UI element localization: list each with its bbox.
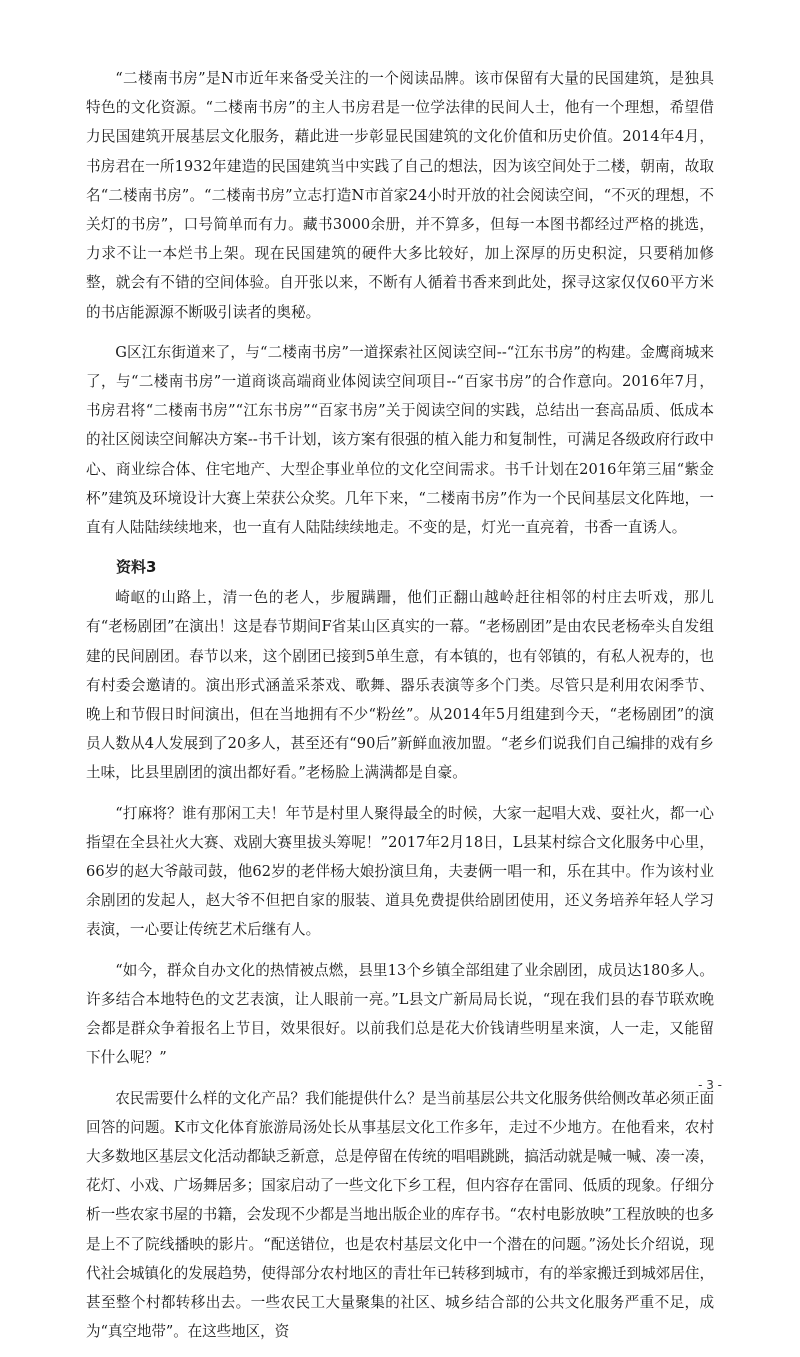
paragraph: 农民需要什么样的文化产品？我们能提供什么？是当前基层公共文化服务供给侧改革必须正面回答的问题。K市文化体育旅游局汤处长从事基层文化工作多年，走过不少地方。在他看来，农村大多数地区基层文化活动都缺乏新意，总是停留在传统的唱唱跳跳，搞活动就是喊一喊、凑一凑，花灯、小戏、广场舞居多；国家启动了一些文化下乡工程，但内容存在雷同、低质的现象。仔细分析一些农家书屋的书籍，会发现不少都是当地出版企业的库存书。“农村电影放映”工程放映的也多是上不了院线播映的影片。“配送错位，也是农村基层文化中一个潜在的问题。”汤处长介绍说，现代社会城镇化的发展趋势，使得部分农村地区的青壮年已转移到城市，有的举家搬迁到城郊居住，甚至整个村都转移出去。一些农民工大量聚集的社区、城乡结合部的公共文化服务严重不足，成为“真空地带”。在这些地区，资 [86,1089,714,1341]
document-page [86,64,714,1357]
page-number: - 3 - [698,1078,722,1092]
paragraph: “如今，群众自办文化的热情被点燃，县里13个乡镇全部组建了业余剧团，成员达180多人。许多结合本地特色的文艺表演，让人眼前一亮。”L县文广新局局长说，“现在我们县的春节联欢晚会都是群众争着报名上节目，效果很好。以前我们总是花大价钱请些明星来演，人一走，又能留下什么呢？” [86,961,714,1067]
paragraph: G区江东街道来了，与“二楼南书房”一道探索社区阅读空间--“江东书房”的构建。金鹰商城来了，与“二楼南书房”一道商谈高端商业体阅读空间项目--“百家书房”的合作意向。2016年7月，书房君将“二楼南书房”“江东书房”“百家书房”关于阅读空间的实践，总结出一套高品质、低成本的社区阅读空间解决方案--书千计划，该方案有很强的植入能力和复制性，可满足各级政府行政中心、商业综合体、住宅地产、大型企事业单位的文化空间需求。书千计划在2016年第三届“紫金杯”建筑及环境设计大赛上荣获公众奖。几年下来，“二楼南书房”作为一个民间基层文化阵地，一直有人陆陆续续地来，也一直有人陆陆续续地走。不变的是，灯光一直亮着，书香一直诱人。 [86,343,714,537]
section-heading: 资料3 [116,558,157,577]
paragraph: 崎岖的山路上，清一色的老人，步履蹒跚，他们正翻山越岭赶往相邻的村庄去听戏，那儿有“老杨剧团”在演出！这是春节期间F省某山区真实的一幕。“老杨剧团”是由农民老杨牵头自发组建的民间剧团。春节以来，这个剧团已接到5单生意，有本镇的，也有邻镇的，有私人祝寿的，也有村委会邀请的。演出形式涵盖采茶戏、歌舞、器乐表演等多个门类。尽管只是利用农闲季节、晚上和节假日时间演出，但在当地拥有不少“粉丝”。从2014年5月组建到今天，“老杨剧团”的演员人数从4人发展到了20多人，甚至还有“90后”新鲜血液加盟。“老乡们说我们自己编排的戏有乡土味，比县里剧团的演出都好看。”老杨脸上满满都是自豪。 [86,589,714,782]
paragraph: “二楼南书房”是N市近年来备受关注的一个阅读品牌。该市保留有大量的民国建筑，是独具特色的文化资源。“二楼南书房”的主人书房君是一位学法律的民间人士，他有一个理想，希望借力民国建筑开展基层文化服务，藉此进一步彰显民国建筑的文化价值和历史价值。2014年4月，书房君在一所1932年建造的民国建筑当中实践了自己的想法，因为该空间处于二楼，朝南，故取名“二楼南书房”。“二楼南书房”立志打造N市首家24小时开放的社会阅读空间，“不灭的理想，不关灯的书房”，口号简单而有力。藏书3000余册，并不算多，但每一本图书都经过严格的挑选，力求不让一本烂书上架。现在民国建筑的硬件大多比较好，加上深厚的历史积淀，只要稍加修整，就会有不错的空间体验。自开张以来，不断有人循着书香来到此处，探寻这家仅仅60平方米的书店能源源不断吸引读者的奥秘。 [86,70,714,321]
paragraph: “打麻将？谁有那闲工夫！年节是村里人聚得最全的时候，大家一起唱大戏、耍社火，都一心指望在全县社火大赛、戏剧大赛里拔头筹呢！”2017年2月18日，L县某村综合文化服务中心里，66岁的赵大爷敲司鼓，他62岁的老伴杨大娘扮演旦角，夫妻俩一唱一和，乐在其中。作为该村业余剧团的发起人，赵大爷不但把自家的服装、道具免费提供给剧团使用，还义务培养年轻人学习表演，一心要让传统艺术后继有人。 [86,804,714,939]
